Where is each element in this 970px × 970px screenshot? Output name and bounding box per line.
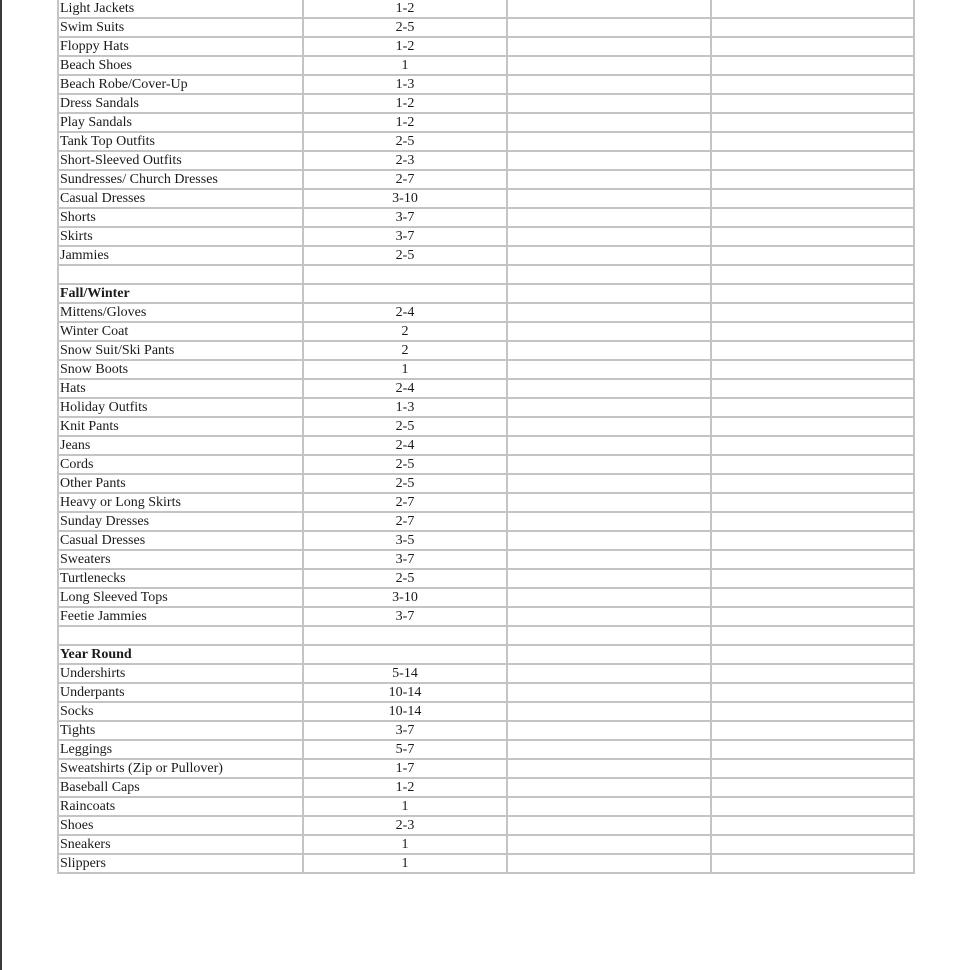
table-row bbox=[58, 227, 914, 246]
quantity-cell: 1 bbox=[303, 854, 507, 873]
blank-cell bbox=[711, 645, 914, 664]
blank-cell bbox=[507, 797, 711, 816]
quantity-cell: 2-3 bbox=[303, 816, 507, 835]
table-row bbox=[58, 474, 914, 493]
quantity-cell: 1-7 bbox=[303, 759, 507, 778]
blank-cell bbox=[711, 436, 914, 455]
table-row bbox=[58, 322, 914, 341]
blank-cell bbox=[507, 835, 711, 854]
blank-cell bbox=[507, 322, 711, 341]
blank-cell bbox=[711, 284, 914, 303]
blank-cell bbox=[507, 246, 711, 265]
blank-cell bbox=[711, 854, 914, 873]
item-cell: Play Sandals bbox=[58, 113, 303, 132]
table-row bbox=[58, 398, 914, 417]
table-row bbox=[58, 493, 914, 512]
blank-cell bbox=[507, 512, 711, 531]
item-cell: Sundresses/ Church Dresses bbox=[58, 170, 303, 189]
table-row bbox=[58, 664, 914, 683]
quantity-cell: 1-2 bbox=[303, 113, 507, 132]
blank-cell bbox=[507, 189, 711, 208]
quantity-cell: 3-5 bbox=[303, 531, 507, 550]
blank-cell bbox=[507, 588, 711, 607]
item-cell: Undershirts bbox=[58, 664, 303, 683]
table-row bbox=[58, 531, 914, 550]
blank-cell bbox=[507, 474, 711, 493]
item-cell: Feetie Jammies bbox=[58, 607, 303, 626]
blank-cell bbox=[711, 531, 914, 550]
blank-cell bbox=[507, 417, 711, 436]
item-cell: Beach Robe/Cover-Up bbox=[58, 75, 303, 94]
blank-cell bbox=[711, 56, 914, 75]
blank-cell bbox=[711, 626, 914, 645]
item-cell: Sneakers bbox=[58, 835, 303, 854]
blank-cell bbox=[711, 113, 914, 132]
blank-cell bbox=[711, 37, 914, 56]
quantity-cell bbox=[303, 265, 507, 284]
quantity-cell: 2-5 bbox=[303, 474, 507, 493]
blank-cell bbox=[507, 151, 711, 170]
quantity-cell: 2-5 bbox=[303, 246, 507, 265]
quantity-cell: 1-3 bbox=[303, 398, 507, 417]
table-row bbox=[58, 379, 914, 398]
table-row bbox=[58, 740, 914, 759]
quantity-cell: 2-7 bbox=[303, 170, 507, 189]
blank-cell bbox=[711, 740, 914, 759]
table-row bbox=[58, 151, 914, 170]
table-row bbox=[58, 778, 914, 797]
item-cell: Baseball Caps bbox=[58, 778, 303, 797]
section-title: Fall/Winter bbox=[58, 284, 303, 303]
table-row bbox=[58, 303, 914, 322]
blank-cell bbox=[711, 474, 914, 493]
item-cell: Casual Dresses bbox=[58, 189, 303, 208]
blank-cell bbox=[711, 759, 914, 778]
blank-cell bbox=[507, 493, 711, 512]
quantity-cell: 5-7 bbox=[303, 740, 507, 759]
table-row bbox=[58, 550, 914, 569]
table-row bbox=[58, 170, 914, 189]
blank-cell bbox=[507, 740, 711, 759]
quantity-cell: 1 bbox=[303, 797, 507, 816]
item-cell: Short-Sleeved Outfits bbox=[58, 151, 303, 170]
item-cell: Skirts bbox=[58, 227, 303, 246]
item-cell: Winter Coat bbox=[58, 322, 303, 341]
quantity-cell: 3-7 bbox=[303, 227, 507, 246]
quantity-cell: 2-4 bbox=[303, 303, 507, 322]
blank-cell bbox=[711, 322, 914, 341]
blank-cell bbox=[711, 664, 914, 683]
quantity-cell: 10-14 bbox=[303, 702, 507, 721]
blank-cell bbox=[711, 170, 914, 189]
blank-cell bbox=[507, 683, 711, 702]
item-cell: Sweatshirts (Zip or Pullover) bbox=[58, 759, 303, 778]
blank-cell bbox=[507, 18, 711, 37]
blank-cell bbox=[711, 246, 914, 265]
quantity-cell: 2-5 bbox=[303, 569, 507, 588]
blank-cell bbox=[711, 816, 914, 835]
item-cell: Light Jackets bbox=[58, 0, 303, 18]
blank-cell bbox=[711, 607, 914, 626]
blank-cell bbox=[507, 0, 711, 18]
quantity-cell: 1-2 bbox=[303, 0, 507, 18]
blank-cell bbox=[507, 56, 711, 75]
blank-cell bbox=[711, 360, 914, 379]
item-cell: Sunday Dresses bbox=[58, 512, 303, 531]
blank-cell bbox=[507, 626, 711, 645]
blank-cell bbox=[507, 721, 711, 740]
blank-cell bbox=[711, 132, 914, 151]
blank-cell bbox=[507, 531, 711, 550]
blank-cell bbox=[711, 398, 914, 417]
quantity-cell: 2 bbox=[303, 322, 507, 341]
table-body bbox=[58, 0, 914, 873]
blank-cell bbox=[507, 303, 711, 322]
spacer-row bbox=[58, 265, 914, 284]
blank-cell bbox=[711, 455, 914, 474]
blank-cell bbox=[507, 854, 711, 873]
item-cell: Tights bbox=[58, 721, 303, 740]
blank-cell bbox=[711, 151, 914, 170]
table-row bbox=[58, 607, 914, 626]
item-cell: Socks bbox=[58, 702, 303, 721]
spacer-row bbox=[58, 626, 914, 645]
blank-cell bbox=[711, 683, 914, 702]
item-cell: Underpants bbox=[58, 683, 303, 702]
quantity-cell: 5-14 bbox=[303, 664, 507, 683]
item-cell: Turtlenecks bbox=[58, 569, 303, 588]
item-cell: Leggings bbox=[58, 740, 303, 759]
quantity-cell: 1-3 bbox=[303, 75, 507, 94]
blank-cell bbox=[507, 208, 711, 227]
blank-cell bbox=[711, 303, 914, 322]
blank-cell bbox=[711, 341, 914, 360]
table-row bbox=[58, 835, 914, 854]
blank-cell bbox=[507, 550, 711, 569]
item-cell: Mittens/Gloves bbox=[58, 303, 303, 322]
table-row bbox=[58, 854, 914, 873]
blank-cell bbox=[507, 94, 711, 113]
blank-cell bbox=[711, 797, 914, 816]
blank-cell bbox=[711, 493, 914, 512]
quantity-cell: 1 bbox=[303, 360, 507, 379]
table-row bbox=[58, 341, 914, 360]
blank-cell bbox=[507, 816, 711, 835]
table-row bbox=[58, 18, 914, 37]
quantity-cell: 3-7 bbox=[303, 607, 507, 626]
table-row bbox=[58, 37, 914, 56]
blank-cell bbox=[507, 398, 711, 417]
item-cell: Long Sleeved Tops bbox=[58, 588, 303, 607]
quantity-cell: 3-7 bbox=[303, 208, 507, 227]
blank-cell bbox=[507, 284, 711, 303]
section-title: Year Round bbox=[58, 645, 303, 664]
item-cell: Snow Suit/Ski Pants bbox=[58, 341, 303, 360]
blank-cell bbox=[711, 702, 914, 721]
quantity-cell: 2-7 bbox=[303, 493, 507, 512]
table-row bbox=[58, 683, 914, 702]
table-row bbox=[58, 56, 914, 75]
item-cell: Sweaters bbox=[58, 550, 303, 569]
table-row bbox=[58, 759, 914, 778]
blank-cell bbox=[711, 512, 914, 531]
item-cell: Swim Suits bbox=[58, 18, 303, 37]
quantity-cell: 3-7 bbox=[303, 550, 507, 569]
item-cell: Dress Sandals bbox=[58, 94, 303, 113]
table-row bbox=[58, 588, 914, 607]
quantity-cell: 3-7 bbox=[303, 721, 507, 740]
blank-cell bbox=[711, 550, 914, 569]
blank-cell bbox=[507, 702, 711, 721]
quantity-cell: 2-5 bbox=[303, 417, 507, 436]
item-cell: Shoes bbox=[58, 816, 303, 835]
blank-cell bbox=[711, 0, 914, 18]
blank-cell bbox=[711, 18, 914, 37]
section-header-row bbox=[58, 645, 914, 664]
table-row bbox=[58, 360, 914, 379]
blank-cell bbox=[507, 360, 711, 379]
table-row bbox=[58, 721, 914, 740]
quantity-cell bbox=[303, 626, 507, 645]
table-row bbox=[58, 132, 914, 151]
quantity-cell: 3-10 bbox=[303, 189, 507, 208]
blank-cell bbox=[711, 778, 914, 797]
item-cell bbox=[58, 626, 303, 645]
quantity-cell: 3-10 bbox=[303, 588, 507, 607]
blank-cell bbox=[711, 94, 914, 113]
table-row bbox=[58, 75, 914, 94]
blank-cell bbox=[711, 569, 914, 588]
blank-cell bbox=[507, 607, 711, 626]
blank-cell bbox=[507, 455, 711, 474]
item-cell: Jeans bbox=[58, 436, 303, 455]
item-cell: Slippers bbox=[58, 854, 303, 873]
quantity-cell: 2-4 bbox=[303, 436, 507, 455]
item-cell: Cords bbox=[58, 455, 303, 474]
blank-cell bbox=[711, 227, 914, 246]
table-row bbox=[58, 569, 914, 588]
item-cell: Raincoats bbox=[58, 797, 303, 816]
blank-cell bbox=[711, 588, 914, 607]
blank-cell bbox=[711, 835, 914, 854]
item-cell: Holiday Outfits bbox=[58, 398, 303, 417]
blank-cell bbox=[507, 265, 711, 284]
table-row bbox=[58, 189, 914, 208]
section-header-row bbox=[58, 284, 914, 303]
blank-cell bbox=[711, 75, 914, 94]
quantity-cell: 2-7 bbox=[303, 512, 507, 531]
item-cell bbox=[58, 265, 303, 284]
quantity-cell: 1-2 bbox=[303, 778, 507, 797]
blank-cell bbox=[507, 132, 711, 151]
blank-cell bbox=[507, 75, 711, 94]
item-cell: Hats bbox=[58, 379, 303, 398]
blank-cell bbox=[507, 436, 711, 455]
table-row bbox=[58, 94, 914, 113]
table-row bbox=[58, 702, 914, 721]
quantity-cell: 2-5 bbox=[303, 18, 507, 37]
blank-cell bbox=[507, 227, 711, 246]
blank-cell bbox=[507, 341, 711, 360]
blank-cell bbox=[507, 664, 711, 683]
item-cell: Tank Top Outfits bbox=[58, 132, 303, 151]
blank-cell bbox=[507, 759, 711, 778]
clothing-inventory-table bbox=[57, 0, 915, 874]
table-row bbox=[58, 0, 914, 18]
table-row bbox=[58, 512, 914, 531]
blank-cell bbox=[711, 379, 914, 398]
quantity-cell bbox=[303, 284, 507, 303]
item-cell: Casual Dresses bbox=[58, 531, 303, 550]
blank-cell bbox=[507, 113, 711, 132]
blank-cell bbox=[711, 265, 914, 284]
item-cell: Floppy Hats bbox=[58, 37, 303, 56]
item-cell: Knit Pants bbox=[58, 417, 303, 436]
item-cell: Beach Shoes bbox=[58, 56, 303, 75]
quantity-cell: 2-5 bbox=[303, 132, 507, 151]
quantity-cell: 2-4 bbox=[303, 379, 507, 398]
item-cell: Snow Boots bbox=[58, 360, 303, 379]
table-row bbox=[58, 417, 914, 436]
blank-cell bbox=[711, 417, 914, 436]
blank-cell bbox=[507, 778, 711, 797]
table-row bbox=[58, 208, 914, 227]
blank-cell bbox=[711, 189, 914, 208]
item-cell: Jammies bbox=[58, 246, 303, 265]
item-cell: Heavy or Long Skirts bbox=[58, 493, 303, 512]
quantity-cell bbox=[303, 645, 507, 664]
table-row bbox=[58, 797, 914, 816]
blank-cell bbox=[507, 379, 711, 398]
blank-cell bbox=[711, 208, 914, 227]
quantity-cell: 2-3 bbox=[303, 151, 507, 170]
table-row bbox=[58, 455, 914, 474]
table-row bbox=[58, 246, 914, 265]
blank-cell bbox=[507, 645, 711, 664]
item-cell: Shorts bbox=[58, 208, 303, 227]
blank-cell bbox=[711, 721, 914, 740]
page-left-border bbox=[0, 0, 2, 970]
quantity-cell: 10-14 bbox=[303, 683, 507, 702]
table-row bbox=[58, 816, 914, 835]
blank-cell bbox=[507, 37, 711, 56]
blank-cell bbox=[507, 569, 711, 588]
quantity-cell: 1 bbox=[303, 56, 507, 75]
quantity-cell: 2-5 bbox=[303, 455, 507, 474]
quantity-cell: 2 bbox=[303, 341, 507, 360]
quantity-cell: 1 bbox=[303, 835, 507, 854]
table-row bbox=[58, 436, 914, 455]
item-cell: Other Pants bbox=[58, 474, 303, 493]
quantity-cell: 1-2 bbox=[303, 94, 507, 113]
table-row bbox=[58, 113, 914, 132]
quantity-cell: 1-2 bbox=[303, 37, 507, 56]
blank-cell bbox=[507, 170, 711, 189]
